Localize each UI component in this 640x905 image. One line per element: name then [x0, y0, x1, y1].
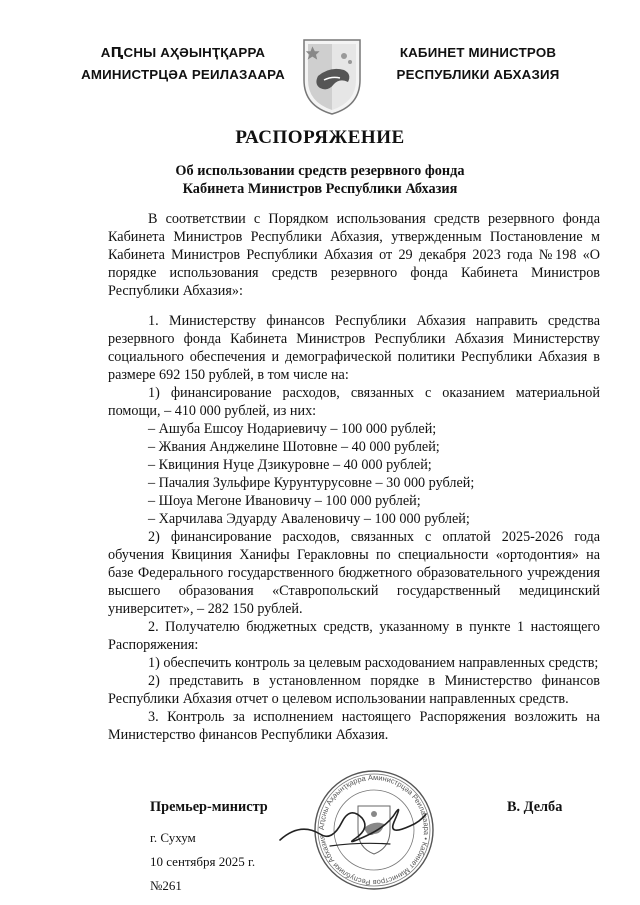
document-body	[108, 210, 600, 744]
document-subtitle	[120, 162, 520, 198]
item-3: 3. Контроль за исполнением настоящего Распоряжения возложить на Министерство финансов Республики Абхазия.	[108, 709, 600, 743]
place: г. Сухум	[150, 830, 196, 845]
recipients-list	[108, 420, 600, 528]
date: 10 сентября 2025 г.	[150, 854, 256, 869]
document-number: №261	[150, 878, 182, 893]
document-title: РАСПОРЯЖЕНИЕ	[235, 127, 405, 148]
coat-of-arms-emblem	[300, 36, 364, 116]
list-item: – Ашуба Ешсоу Нодариевичу – 100 000 рублей;	[148, 421, 437, 437]
handwritten-signature	[270, 782, 430, 862]
item-2-1: 1) обеспечить контроль за целевым расходованием направленных средств;	[148, 655, 599, 671]
header-right	[378, 42, 578, 86]
list-item: – Пачалия Зульфире Курунтурусовне – 30 000 рублей;	[148, 475, 475, 491]
list-item: – Харчилава Эдуарду Аваленовичу – 100 000 рублей;	[148, 511, 470, 527]
subtitle-line2: Кабинета Министров Республики Абхазия	[182, 181, 458, 197]
item-1-1: 1) финансирование расходов, связанных с оказанием материальной помощи, – 410 000 рублей, из них:	[108, 385, 600, 419]
preamble-paragraph: В соответствии с Порядком использования средств резервного фонда Кабинета Министров Республики Абхазия, утвержденным Постановление м Кабинета Министров Республики Абхазия от 29 декабря 2023 года №198 «О порядке использования средств резервного фонда Кабинета Министров Республики Абхазия»:	[108, 211, 600, 299]
header-right-line1: КАБИНЕТ МИНИСТРОВ	[399, 45, 557, 60]
list-item: – Шоуа Мегоне Ивановичу – 100 000 рублей;	[148, 493, 421, 509]
list-item: – Жвания Анджелине Шотовне – 40 000 рублей;	[148, 439, 440, 455]
item-2: 2. Получателю бюджетных средств, указанному в пункте 1 настоящего Распоряжения:	[108, 619, 600, 653]
header-left	[78, 42, 288, 86]
header-right-line2: РЕСПУБЛИКИ АБХАЗИЯ	[396, 67, 560, 82]
seal-ring-text: Аԥсны Аҳәынҭқарра Аминистрцәа Реилазаара • Кабинет Министров Республики Абхазия	[316, 772, 432, 888]
signatory-name: В. Делба	[507, 799, 563, 815]
item-1: 1. Министерству финансов Республики Абхазия направить средства резервного фонда Кабинета Министров Республики Абхазия Министерству социального обеспечения и демографической политики Республики Абхазия в размере 692 150 рублей, в том числе на:	[108, 313, 600, 383]
header-left-line2: АМИНИСТРЦӘА РЕИЛАЗААРА	[81, 67, 285, 82]
item-2-2: 2) представить в установленном порядке в Министерство финансов Республики Абхазия отчет о целевом использовании направленных средств.	[108, 673, 600, 707]
item-1-2: 2) финансирование расходов, связанных с оплатой 2025-2026 года обучения Квициния Ханифы Геракловны по специальности «ортодонтия» на базе Федерального государственного бюджетного образовательного учреждения высшего образования «Ставропольский государственный медицинский университет», – 282 150 рублей.	[108, 529, 600, 617]
subtitle-line1: Об использовании средств резервного фонда	[175, 163, 465, 179]
signatory-position: Премьер-министр	[150, 799, 268, 815]
header-left-line1: АԤСНЫ АҲӘЫНҬҚАРРА	[100, 45, 266, 60]
list-item: – Квициния Нуце Дзикуровне – 40 000 рублей;	[148, 457, 432, 473]
